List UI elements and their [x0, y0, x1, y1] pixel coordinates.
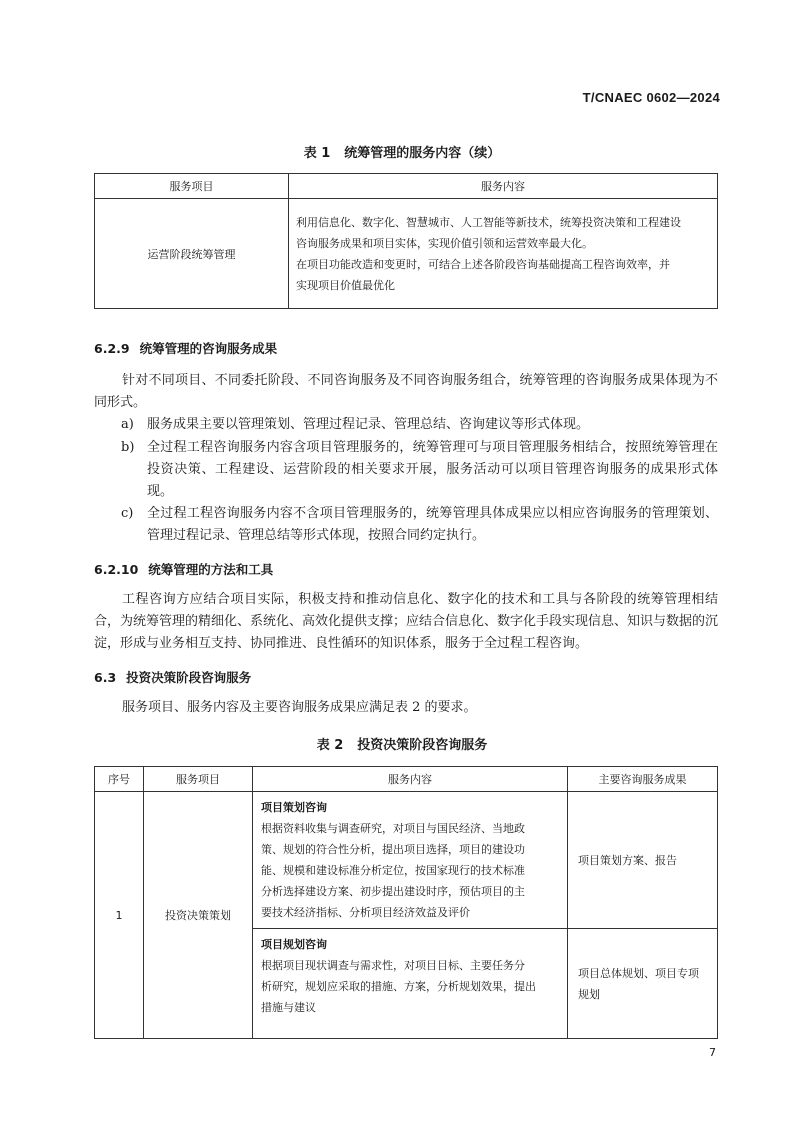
table1-cell-item: 运营阶段统筹管理	[95, 199, 289, 309]
table1-header-item: 服务项目	[95, 174, 289, 199]
table1-cell-content	[289, 199, 718, 309]
table2-subitem-title: 项目规划咨询	[261, 938, 327, 951]
section-6-3-heading	[94, 668, 251, 686]
document-code: T/CNAEC 0602—2024	[582, 90, 720, 105]
list-item-text: 全过程工程咨询服务内容含项目管理服务的，统筹管理可与项目管理服务相结合，按照统筹管理在投资决策、工程建设、运营阶段的相关要求开展，服务活动可以项目管理咨询服务的成果形式体现。	[147, 440, 718, 499]
table2-cell-item: 投资决策策划	[144, 792, 253, 1039]
table2-content-line: 能、规模和建设标准分析定位，按国家现行的技术标准	[261, 864, 525, 877]
table1	[94, 173, 718, 309]
table2-cell-content	[253, 792, 568, 929]
table2-header-content: 服务内容	[253, 767, 568, 792]
table2-content-line: 要技术经济指标、分析项目经济效益及评价	[261, 906, 470, 919]
table2	[94, 766, 718, 1039]
section-6-2-10-heading	[94, 560, 273, 578]
table2-header-no: 序号	[95, 767, 144, 792]
table1-content-line: 在项目功能改造和变更时，可结合上述各阶段咨询基础提高工程咨询效率，并	[296, 257, 670, 271]
table2-caption-number: 表 2	[316, 738, 344, 753]
list-item-label: a)	[121, 417, 134, 432]
table1-caption-number: 表 1	[303, 146, 331, 161]
section-6-2-9-heading	[94, 339, 277, 357]
table2-content-line: 析研究，规划应采取的措施、方案，分析规划效果，提出	[261, 980, 536, 993]
table2-content-line: 策、规划的符合性分析，提出项目选择，项目的建设功	[261, 843, 525, 856]
table2-content-line: 根据资料收集与调查研究，对项目与国民经济、当地政	[261, 822, 525, 835]
table2-header-item: 服务项目	[144, 767, 253, 792]
table1-caption	[0, 142, 804, 161]
list-item-c	[121, 503, 718, 547]
section-number: 6.2.9	[94, 341, 130, 356]
table2-cell-result: 项目策划方案、报告	[568, 792, 718, 929]
list-item-b	[121, 437, 718, 503]
section-6-2-9-intro: 针对不同项目、不同委托阶段、不同咨询服务及不同咨询服务组合，统筹管理的咨询服务成果体现为不同形式。	[94, 373, 718, 410]
list-item-text: 全过程工程咨询服务内容不含项目管理服务的，统筹管理具体成果应以相应咨询服务的管理策划、管理过程记录、管理总结等形式体现，按照合同约定执行。	[147, 506, 718, 543]
section-number: 6.2.10	[94, 562, 139, 577]
table2-content-line: 措施与建议	[261, 1001, 316, 1014]
list-item-a	[121, 414, 718, 436]
table2-cell-result: 项目总体规划、项目专项规划	[568, 929, 718, 1039]
list-item-label: c)	[121, 506, 134, 521]
table2-content-line: 分析选择建设方案、初步提出建设时序，预估项目的主	[261, 885, 525, 898]
table2-content-line: 根据项目现状调查与需求性，对项目目标、主要任务分	[261, 959, 525, 972]
table1-content-line: 利用信息化、数字化、智慧城市、人工智能等新技术，统筹投资决策和工程建设	[296, 215, 681, 229]
table1-header-content: 服务内容	[289, 174, 718, 199]
table1-content-line: 咨询服务成果和项目实体，实现价值引领和运营效率最大化。	[296, 236, 593, 250]
table1-caption-title: 统筹管理的服务内容（续）	[344, 146, 501, 161]
table2-subitem-title: 项目策划咨询	[261, 801, 327, 814]
table2-caption	[0, 734, 804, 753]
table2-cell-content	[253, 929, 568, 1039]
table1-content-line: 实现项目价值最优化	[296, 278, 395, 292]
section-6-3-text: 服务项目、服务内容及主要咨询服务成果应满足表 2 的要求。	[122, 700, 477, 715]
section-6-2-10-text: 工程咨询方应结合项目实际，积极支持和推动信息化、数字化的技术和工具与各阶段的统筹管理相结合，为统筹管理的精细化、系统化、高效化提供支撑；应结合信息化、数字化手段实现信息、知识与数据的沉淀，形成与业务相互支持、协同推进、良性循环的知识体系，服务于全过程工程咨询。	[94, 592, 719, 651]
section-title: 统筹管理的方法和工具	[148, 562, 274, 577]
section-title: 投资决策阶段咨询服务	[126, 670, 252, 685]
section-number: 6.3	[94, 670, 117, 685]
section-title: 统筹管理的咨询服务成果	[139, 341, 278, 356]
table2-header-result: 主要咨询服务成果	[568, 767, 718, 792]
list-item-label: b)	[121, 440, 135, 455]
table2-cell-no: 1	[95, 792, 144, 1039]
table2-caption-title: 投资决策阶段咨询服务	[357, 738, 488, 753]
page-number: 7	[709, 1046, 716, 1059]
list-item-text: 服务成果主要以管理策划、管理过程记录、管理总结、咨询建议等形式体现。	[147, 417, 590, 432]
